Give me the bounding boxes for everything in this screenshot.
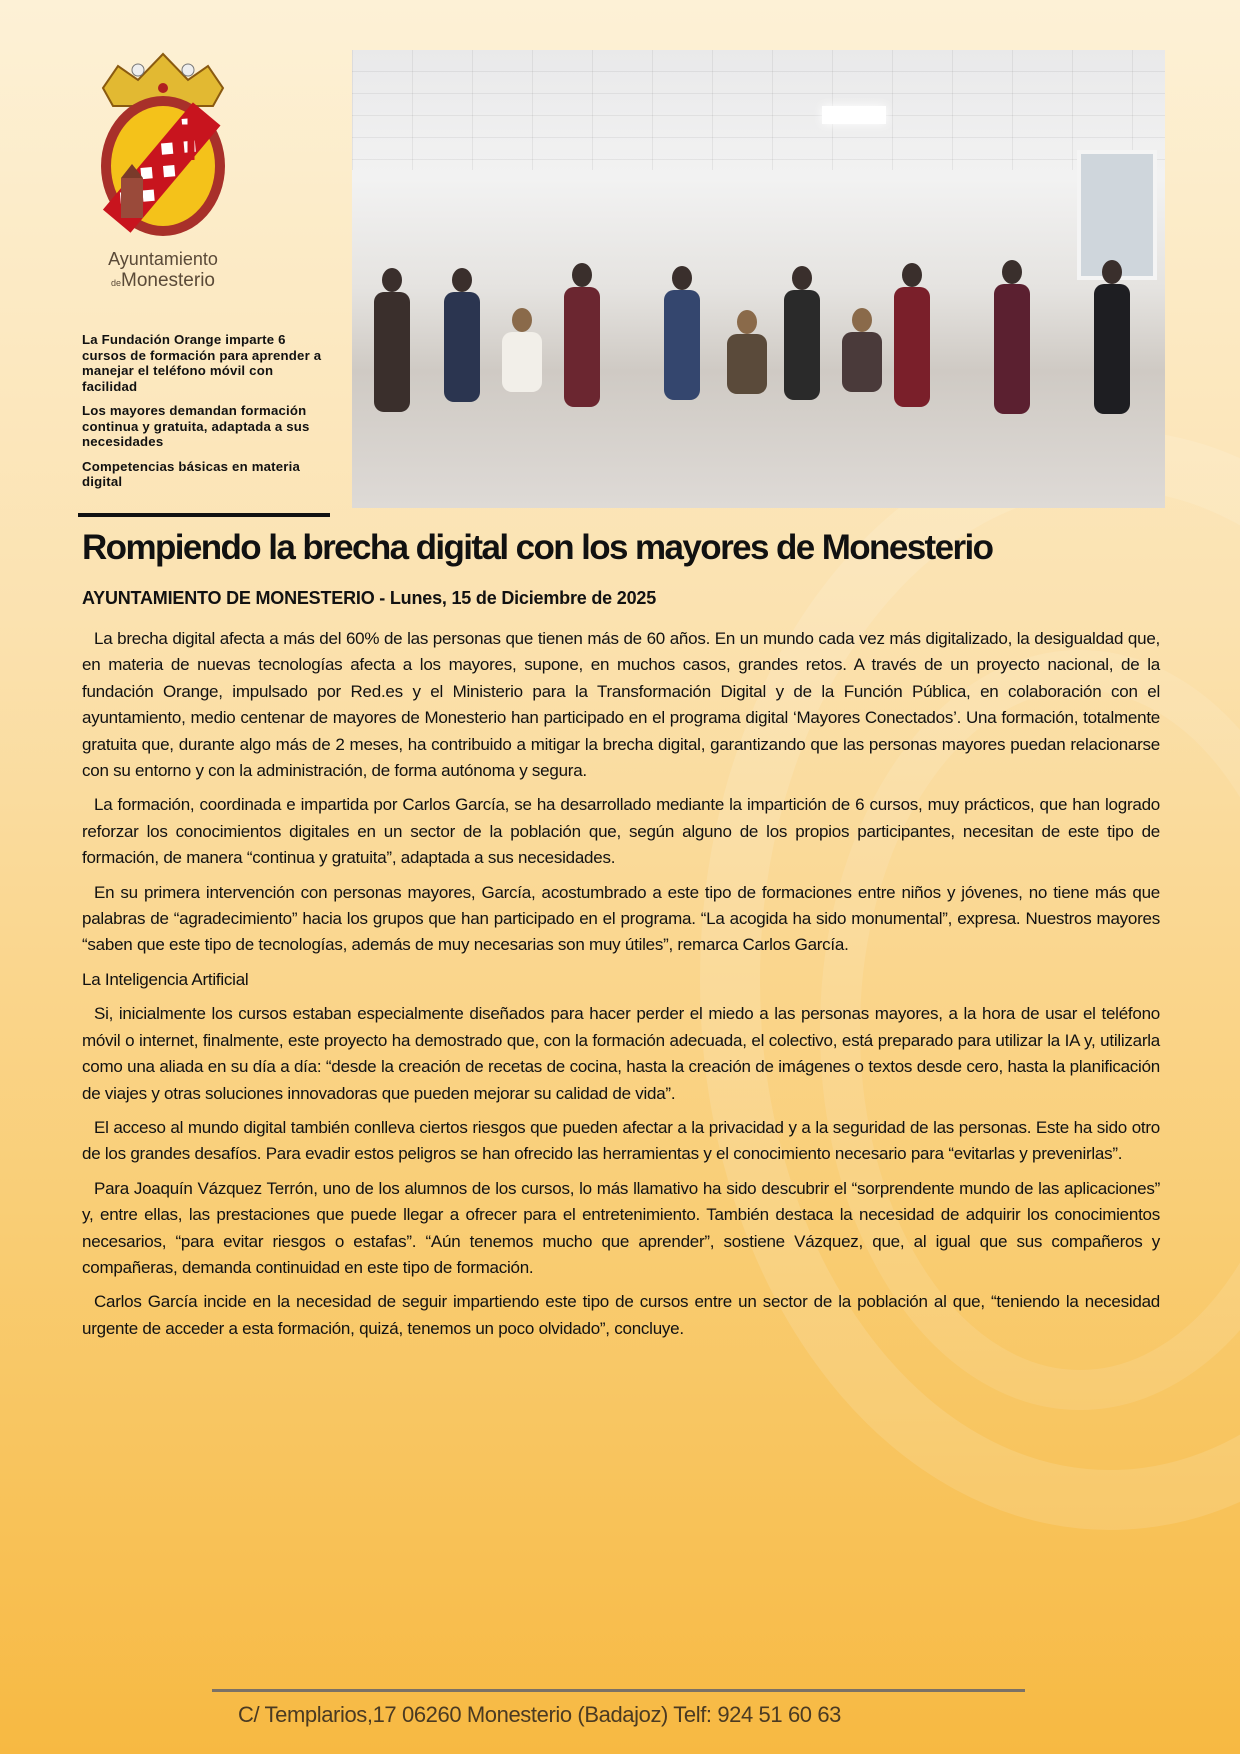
article-byline: AYUNTAMIENTO DE MONESTERIO - Lunes, 15 de Diciembre de 2025 <box>82 588 657 608</box>
footer-address: C/ Templarios,17 06260 Monesterio (Badajoz) Telf: 924 51 60 63 <box>238 1702 841 1727</box>
paragraph: El acceso al mundo digital también conlleva ciertos riesgos que pueden afectar a la privacidad y a la seguridad de las personas. Este ha sido otro de los grandes desafíos. Para evadir estos peligros se han ofrecido las herramientas y el conocimiento necesario para “evitarlas y prevenirlas”. <box>82 1117 1160 1164</box>
highlight-item: La Fundación Orange imparte 6 cursos de formación para aprender a manejar el teléfono móvil con facilidad <box>82 332 322 394</box>
paragraph: En su primera intervención con personas mayores, García, acostumbrado a este tipo de formaciones entre niños y jóvenes, no tiene más que palabras de “agradecimiento” hacia los grupos que han participado en el programa. “La acogida ha sido monumental”, expresa. Nuestros mayores “saben que este tipo de tecnologías, además de muy necesarias son muy útiles”, remarca Carlos García. <box>82 882 1160 955</box>
logo-text-ayuntamiento: Ayuntamiento <box>108 249 218 269</box>
highlight-item: Competencias básicas en materia digital <box>82 458 301 489</box>
photo-group-people <box>352 250 1165 450</box>
photo-ceiling <box>352 50 1165 170</box>
logo-text-monesterio <box>88 270 238 294</box>
paragraph: La brecha digital afecta a más del 60% de las personas que tienen más de 60 años. En un mundo cada vez más digitalizado, la desigualdad que, en materia de nuevas tecnologías afecta a los mayores, supone, en muchos casos, grandes retos. A través de un proyecto nacional, de la fundación Orange, impulsado por Red.es y el Ministerio para la Transformación Digital y de la Función Pública, en colaboración con el ayuntamiento, medio centenar de mayores de Monesterio han participado en el programa digital ‘Mayores Conectados’. Una formación, totalmente gratuita que, durante algo más de 2 meses, ha contribuido a mitigar la brecha digital, garantizando que las personas mayores puedan relacionarse con su entorno y con la administración, de forma autónoma y segura. <box>82 629 1160 781</box>
footer-divider <box>212 1689 1025 1692</box>
paragraph: Para Joaquín Vázquez Terrón, uno de los alumnos de los cursos, lo más llamativo ha sido descubrir el “sorprendente mundo de las aplicaciones” y, entre ellas, las prestaciones que puede llegar a ofrecer para el entretenimiento. También destaca la necesidad de adquirir los conocimientos necesarios, “para evitar riesgos o estafas”. “Aún tenemos mucho que aprender”, sostiene Vázquez, que, al igual que sus compañeros y compañeras, demanda continuidad en este tipo de formación. <box>82 1178 1160 1277</box>
photo-ceiling-light <box>822 106 886 124</box>
paragraph: La formación, coordinada e impartida por Carlos García, se ha desarrollado mediante la impartición de 6 cursos, muy prácticos, que han logrado reforzar los conocimientos digitales en un sector de la población que, según alguno de los propios participantes, necesitan de este tipo de formación, de manera “continua y gratuita”, adaptada a sus necesidades. <box>82 795 1160 868</box>
paragraph: Si, inicialmente los cursos estaban especialmente diseñados para hacer perder el miedo a las personas mayores, a la hora de usar el teléfono móvil o internet, finalmente, este proyecto ha demostrado que, con la formación adecuada, el colectivo, está preparado para utilizar la IA y, utilizarla como una aliada en su día a día: “desde la creación de recetas de cocina, hasta la creación de imágenes o textos desde cero, hasta la planificación de viajes y otras soluciones innovadoras que pueden mejorar su calidad de vida”. <box>82 1004 1160 1103</box>
municipal-logo <box>88 48 238 294</box>
section-subheading: La Inteligencia Artificial <box>82 969 249 989</box>
paragraph: Carlos García incide en la necesidad de seguir impartiendo este tipo de cursos entre un sector de la población al que, “teniendo la necesidad urgente de acceder a esta formación, quizá, tenemos un poco olvidado”, concluye. <box>82 1292 1160 1338</box>
article-title: Rompiendo la brecha digital con los mayores de Monesterio <box>82 528 993 567</box>
sidebar-divider <box>78 513 330 517</box>
coat-of-arms-icon <box>93 48 233 243</box>
article-body <box>82 626 1160 1350</box>
group-photo <box>352 50 1165 508</box>
logo-text-de: de <box>110 278 121 288</box>
highlight-item: Los mayores demandan formación continua y gratuita, adaptada a sus necesidades <box>82 403 310 449</box>
logo-text-town: Monesterio <box>121 270 215 291</box>
sidebar-highlights <box>82 332 332 499</box>
